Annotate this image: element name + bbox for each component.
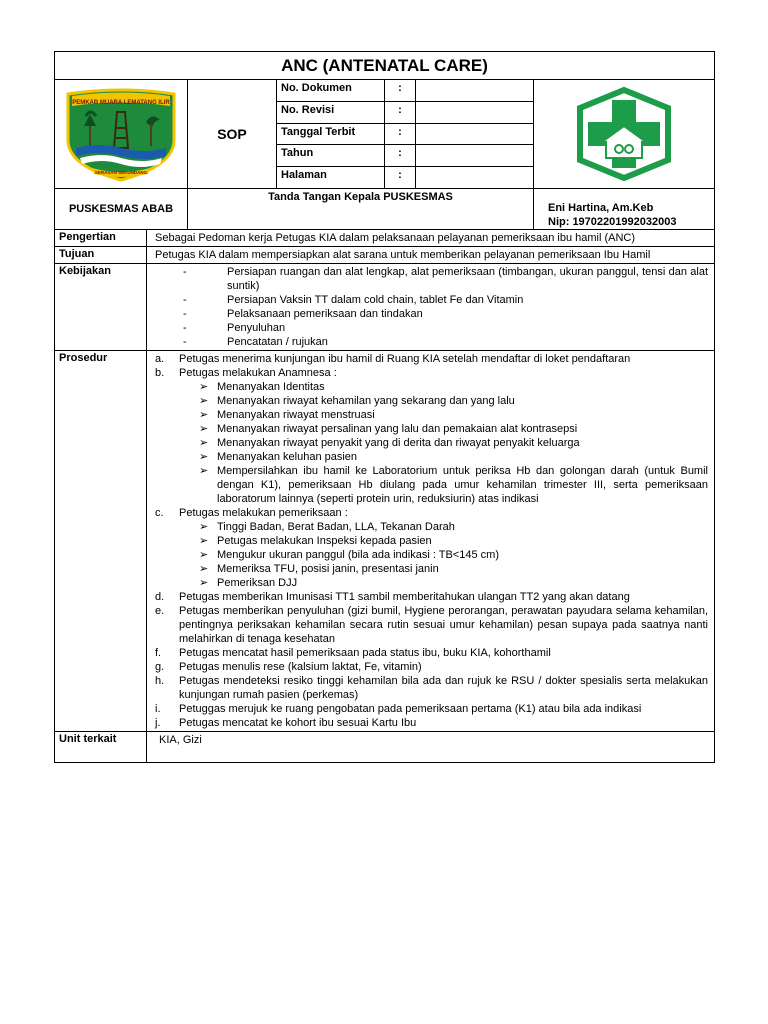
list-item: i. Petuggas merujuk ke ruang pengobatan pada pemeriksaan pertama (K1) atau bila ada indikasi	[155, 703, 642, 715]
arrow-bullet-icon: ➢	[199, 521, 209, 533]
row-tujuan	[55, 247, 714, 264]
list-item: a. Petugas menerima kunjungan ibu hamil di Ruang KIA setelah mendaftar di loket pendaftaran	[155, 353, 631, 365]
organization-name: PUSKESMAS ABAB	[55, 189, 188, 229]
list-item: d. Petugas memberikan Imunisasi TT1 sambil memberitahukan ulangan TT2 yang akan datang	[155, 591, 630, 603]
meta-value	[416, 102, 533, 123]
row-value: Petugas KIA dalam mempersiapkan alat sarana untuk memberikan pelayanan pemeriksaan Ibu Hamil	[155, 249, 651, 261]
document-meta-table	[277, 80, 534, 188]
list-item: - Pencatatan / rujukan	[183, 336, 328, 348]
sub-list-item: ➢ Menanyakan riwayat menstruasi	[199, 409, 375, 421]
meta-value	[416, 167, 533, 188]
row-pengertian	[55, 230, 714, 247]
row-kebijakan	[55, 264, 714, 351]
document-header	[55, 80, 714, 189]
arrow-bullet-icon: ➢	[199, 549, 209, 561]
sub-list-item: ➢ Memeriksa TFU, posisi janin, presentasi janin	[199, 563, 439, 575]
svg-text:PEMKAB MUARA LEMATANG ILIR: PEMKAB MUARA LEMATANG ILIR	[72, 100, 170, 106]
list-item: - Persiapan Vaksin TT dalam cold chain, tablet Fe dan Vitamin	[183, 294, 524, 306]
meta-colon: :	[385, 80, 416, 101]
sub-list-item: ➢ Menanyakan Identitas	[199, 381, 325, 393]
arrow-bullet-icon: ➢	[199, 409, 209, 421]
sub-list-item: ➢ Tinggi Badan, Berat Badan, LLA, Tekanan Darah	[199, 521, 455, 533]
meta-colon: :	[385, 124, 416, 145]
row-value: KIA, Gizi	[159, 734, 202, 746]
arrow-bullet-icon: ➢	[199, 577, 209, 589]
arrow-bullet-icon: ➢	[199, 563, 209, 575]
row-prosedur	[55, 351, 714, 732]
sub-list-item: ➢ Mengukur ukuran panggul (bila ada indikasi : TB<145 cm)	[199, 549, 499, 561]
meta-value	[416, 124, 533, 145]
sop-label: SOP	[188, 80, 277, 188]
list-item: - Penyuluhan	[183, 322, 286, 334]
meta-colon: :	[385, 167, 416, 188]
arrow-bullet-icon: ➢	[199, 437, 209, 449]
arrow-bullet-icon: ➢	[199, 465, 209, 477]
list-item: j. Petugas mencatat ke kohort ibu sesuai Kartu Ibu	[155, 717, 417, 729]
arrow-bullet-icon: ➢	[199, 451, 209, 463]
meta-label: Tahun	[277, 145, 385, 166]
meta-label: No. Dokumen	[277, 80, 385, 101]
meta-colon: :	[385, 145, 416, 166]
meta-colon: :	[385, 102, 416, 123]
row-label: Kebijakan	[55, 264, 147, 350]
sop-document	[54, 51, 715, 763]
arrow-bullet-icon: ➢	[199, 395, 209, 407]
sub-list-item: ➢ Mempersilahkan ibu hamil ke Laboratorium untuk periksa Hb dan golongan darah (untuk Bumil dengan K1), pemeriksaan Hb diulang pada umur kehamilan trimester III, serta pemeriksaan laboratorum lainnya (seperti protein urin, reduksiurin) atas indikasi	[199, 465, 708, 505]
sub-list-item: ➢ Menanyakan riwayat kehamilan yang sekarang dan yang lalu	[199, 395, 515, 407]
meta-row-tanggal-terbit	[277, 124, 533, 146]
puskesmas-logo	[534, 80, 714, 188]
puskesmas-cross-icon	[568, 86, 680, 182]
row-label: Pengertian	[55, 230, 147, 246]
sub-list-item: ➢ Menanyakan riwayat persalinan yang lalu dan pemakaian alat kontrasepsi	[199, 423, 578, 435]
row-label: Unit terkait	[55, 732, 147, 762]
row-unit-terkait	[55, 732, 714, 762]
arrow-bullet-icon: ➢	[199, 535, 209, 547]
regency-logo	[55, 80, 188, 188]
row-value	[147, 264, 714, 350]
list-item: - Persiapan ruangan dan alat lengkap, alat pemeriksaan (timbangan, ukuran panggul, tensi dan alat suntik)	[183, 266, 708, 292]
list-item: c. Petugas melakukan pemeriksaan :	[155, 507, 348, 519]
regency-emblem-icon	[62, 86, 180, 182]
meta-row-no-revisi	[277, 102, 533, 124]
list-item: - Pelaksanaan pemeriksaan dan tindakan	[183, 308, 423, 320]
sub-list-item: ➢ Menanyakan keluhan pasien	[199, 451, 358, 463]
list-item: g. Petugas menulis rese (kalsium laktat, Fe, vitamin)	[155, 661, 422, 673]
meta-row-no-dokumen	[277, 80, 533, 102]
signature-heading: Tanda Tangan Kepala PUSKESMAS	[188, 189, 534, 229]
meta-row-tahun	[277, 145, 533, 167]
row-value	[147, 351, 714, 731]
sub-list-item: ➢ Menanyakan riwayat penyakit yang di derita dan riwayat penyakit keluarga	[199, 437, 580, 449]
svg-text:SERASAN SEKUNDANG: SERASAN SEKUNDANG	[94, 170, 148, 175]
signatory-nip: Nip: 19702201992032003	[548, 216, 677, 228]
arrow-bullet-icon: ➢	[199, 423, 209, 435]
arrow-bullet-icon: ➢	[199, 381, 209, 393]
sub-list-item: ➢ Petugas melakukan Inspeksi kepada pasien	[199, 535, 432, 547]
list-item: b. Petugas melakukan Anamnesa :	[155, 367, 337, 379]
list-item: e. Petugas memberikan penyuluhan (gizi bumil, Hygiene perorangan, perawatan payudara selama kehamilan, pentingnya periksakan kehamilan secara rutin sesuai umur kehamilan) pesan supaya pada saatnya nanti melahirkan di tenaga kesehatan	[155, 605, 708, 645]
meta-label: Halaman	[277, 167, 385, 188]
sub-list-item: ➢ Pemeriksan DJJ	[199, 577, 298, 589]
row-label: Prosedur	[55, 351, 147, 731]
row-label: Tujuan	[55, 247, 147, 263]
meta-label: No. Revisi	[277, 102, 385, 123]
meta-row-halaman	[277, 167, 533, 188]
list-item: h. Petugas mendeteksi resiko tinggi kehamilan bila ada dan rujuk ke RSU / dokter spesialis serta melakukan kunjungan rumah pasien (perkemas)	[155, 675, 708, 701]
signatory	[534, 189, 714, 229]
row-value: Sebagai Pedoman kerja Petugas KIA dalam pelaksanaan pelayanan pemeriksaan ibu hamil (ANC)	[155, 232, 636, 244]
list-item: f. Petugas mencatat hasil pemeriksaan pada status ibu, buku KIA, kohorthamil	[155, 647, 551, 659]
document-title: ANC (ANTENATAL CARE)	[55, 52, 714, 80]
meta-label: Tanggal Terbit	[277, 124, 385, 145]
meta-value	[416, 145, 533, 166]
signatory-name: Eni Hartina, Am.Keb	[548, 202, 654, 214]
signature-row	[55, 189, 714, 230]
meta-value	[416, 80, 533, 101]
